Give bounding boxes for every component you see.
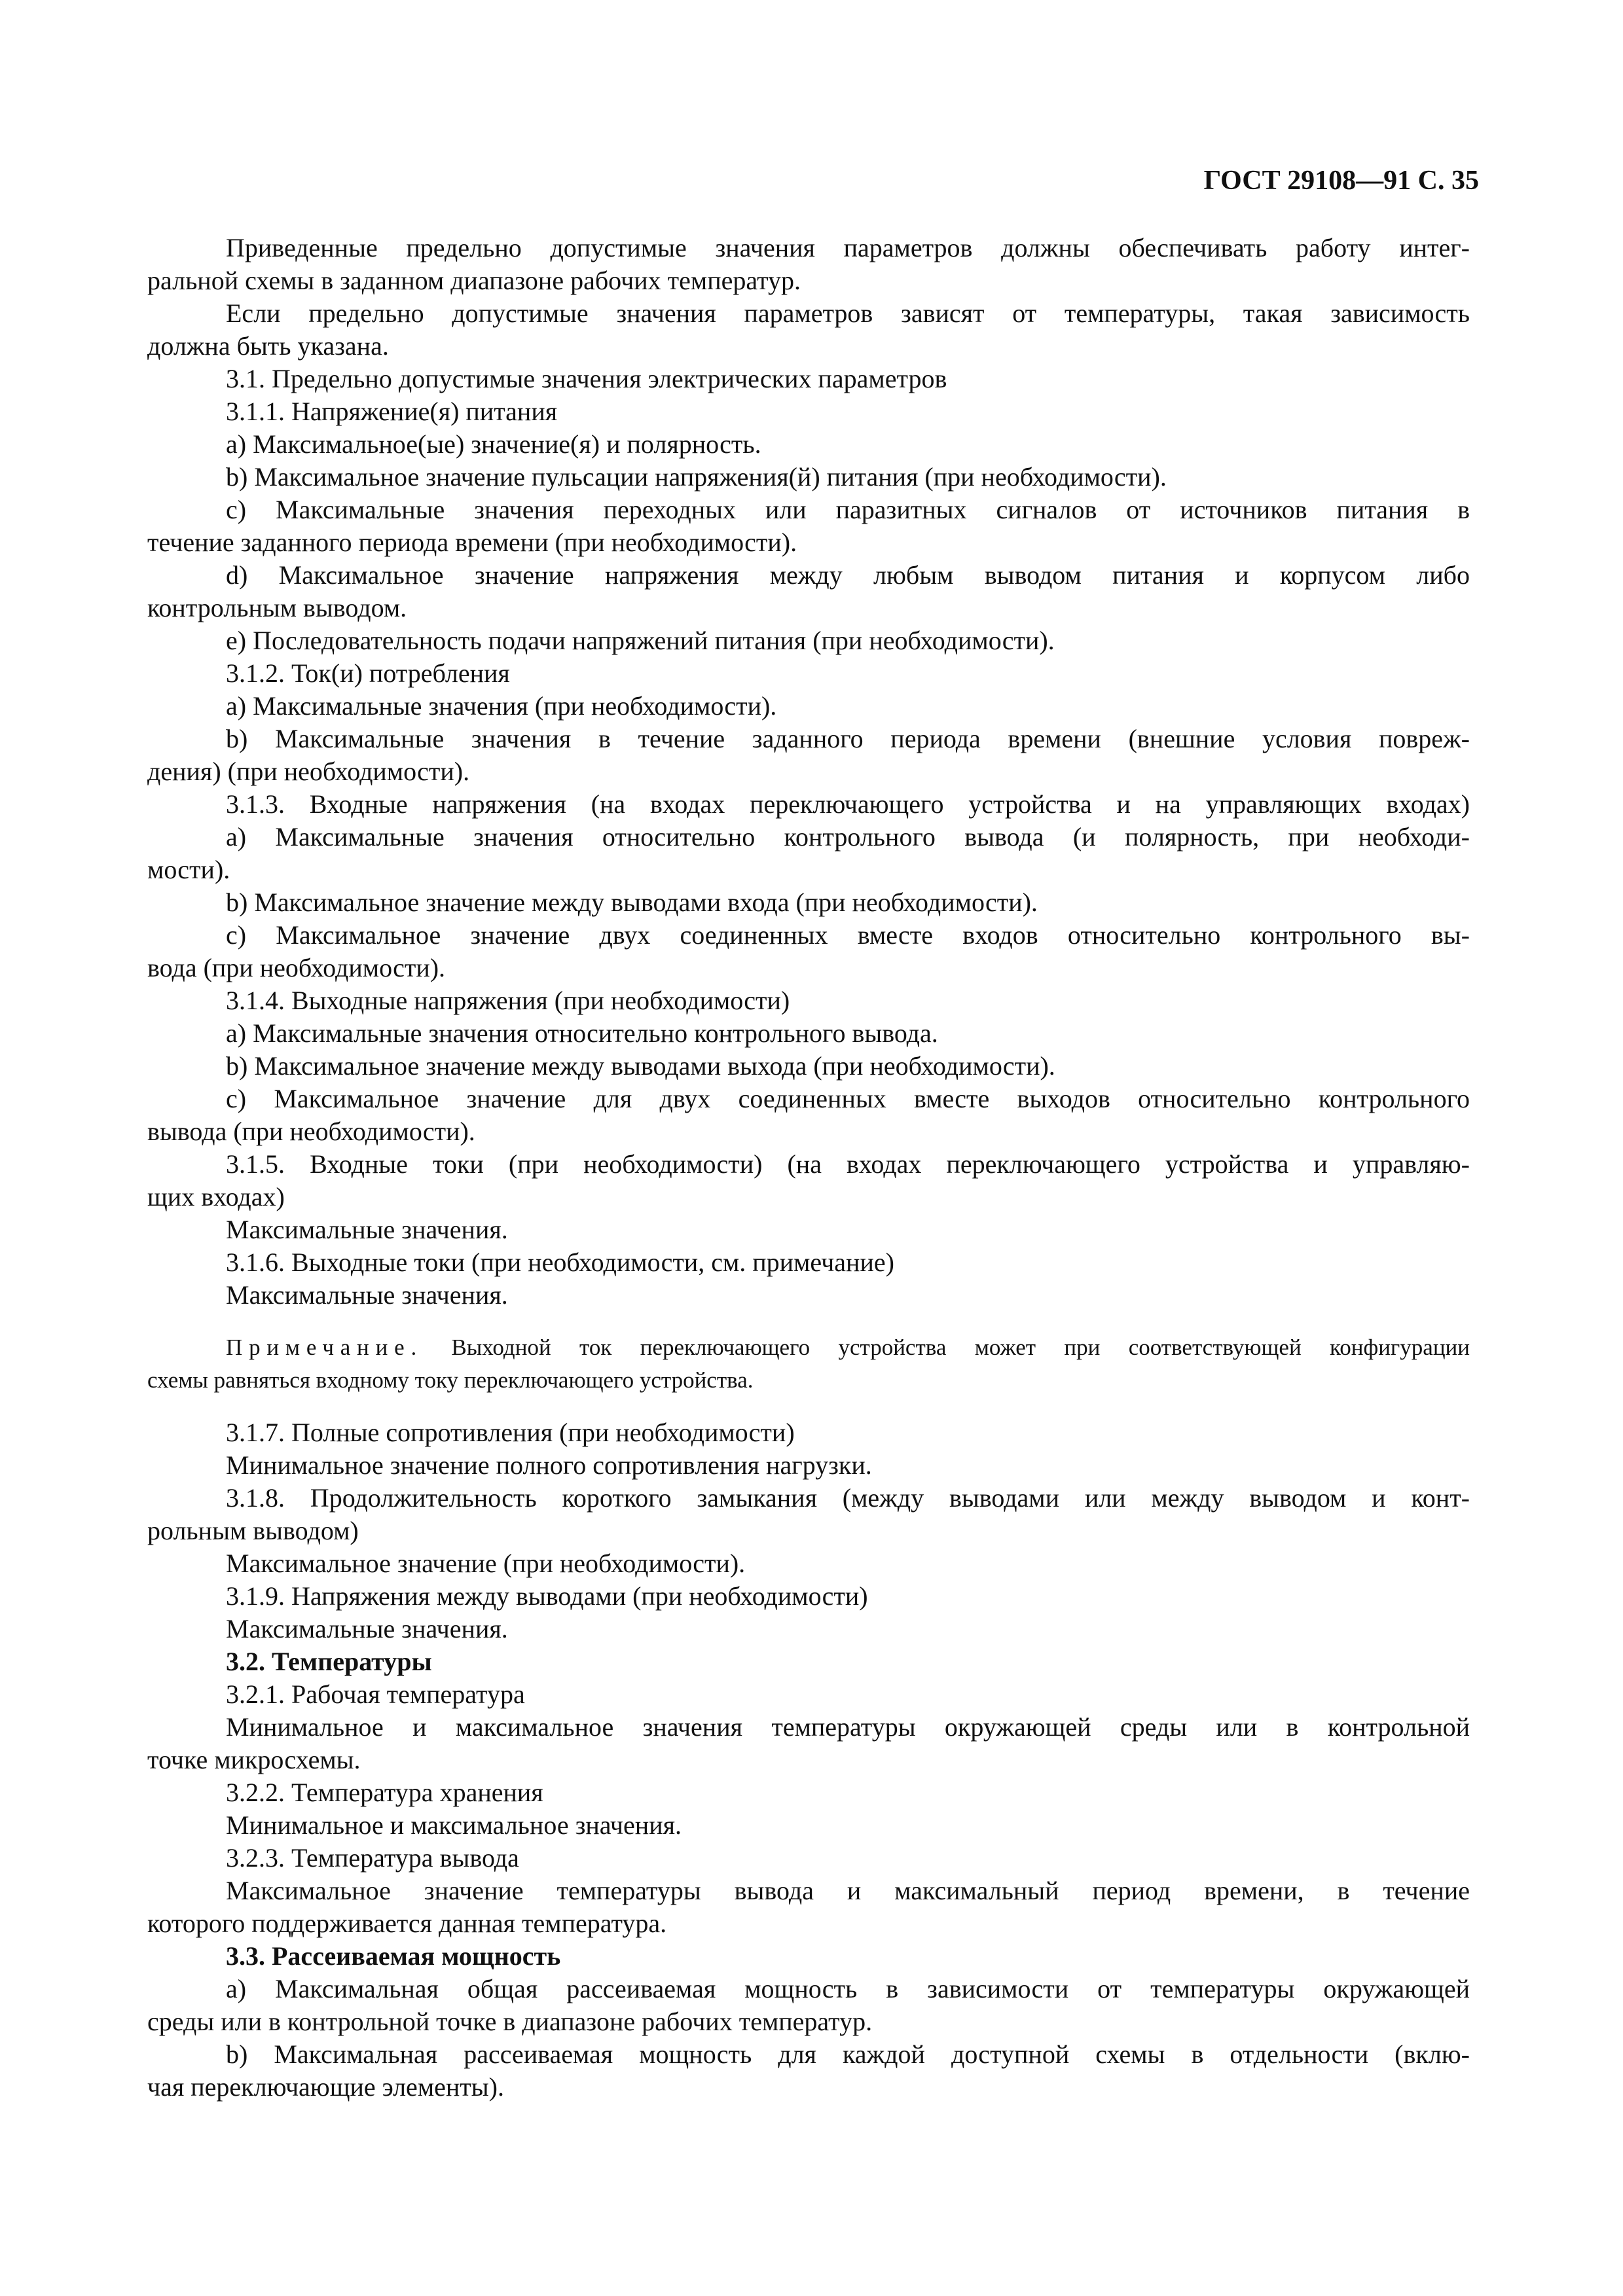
text-line: дения) (при необходимости).: [147, 757, 470, 786]
note-line: [147, 1331, 1470, 1364]
text-line: должна быть указана.: [147, 331, 389, 361]
spacer: [147, 1397, 1470, 1416]
document-body: [147, 232, 1470, 2104]
list-item: b) Максимальная рассеиваемая мощность для каждой доступной схемы в отдельности (вклю-: [226, 2039, 1470, 2069]
list-item: b) Максимальное значение пульсации напряжения(й) питания (при необходимости).: [226, 462, 1167, 492]
text-line: Максимальное значение температуры вывода и максимальный период времени, в течение: [226, 1876, 1470, 1905]
list-item: a) Максимальные значения (при необходимости).: [226, 691, 777, 721]
spacer: [147, 1312, 1470, 1331]
text-line: щих входах): [147, 1182, 285, 1211]
list-item: a) Максимальное(ые) значение(я) и полярность.: [226, 429, 761, 459]
text-line: мости).: [147, 855, 230, 884]
text-line: Максимальные значения.: [226, 1614, 508, 1643]
subsection-heading: 3.1.8. Продолжительность короткого замыкания (между выводами или между выводом и конт-: [226, 1483, 1470, 1513]
list-item: b) Максимальное значение между выводами выхода (при необходимости).: [226, 1051, 1055, 1081]
text-line: чая переключающие элементы).: [147, 2072, 504, 2102]
note-line: схемы равняться входному току переключающего устройства.: [147, 1367, 754, 1393]
text-line: Минимальное и максимальное значения.: [226, 1810, 682, 1840]
section-heading: 3.2. Температуры: [226, 1647, 432, 1676]
page-header: ГОСТ 29108—91 С. 35: [1203, 166, 1479, 196]
list-item: c) Максимальное значение для двух соединенных вместе выходов относительно контрольного: [226, 1084, 1470, 1113]
text-line: которого поддерживается данная температура.: [147, 1909, 667, 1938]
text-line: течение заданного периода времени (при необходимости).: [147, 528, 797, 557]
subsection-heading: 3.1.3. Входные напряжения (на входах переключающего устройства и на управляющих входах): [226, 789, 1470, 819]
subsection-heading: 3.1.7. Полные сопротивления (при необходимости): [226, 1418, 795, 1447]
text-line: точке микросхемы.: [147, 1745, 361, 1774]
text-line: вода (при необходимости).: [147, 953, 446, 982]
list-item: b) Максимальное значение между выводами входа (при необходимости).: [226, 888, 1038, 917]
subsection-heading: 3.2.2. Температура хранения: [226, 1778, 543, 1807]
list-item: d) Максимальное значение напряжения между любым выводом питания и корпусом либо: [226, 560, 1470, 590]
note-text: Выходной ток переключающего устройства может при соответствующей конфигурации: [451, 1335, 1470, 1360]
text-line: Максимальные значения.: [226, 1280, 508, 1310]
list-item: a) Максимальные значения относительно контрольного вывода.: [226, 1018, 938, 1048]
list-item: a) Максимальная общая рассеиваемая мощность в зависимости от температуры окружающей: [226, 1974, 1470, 2003]
text-line: рольным выводом): [147, 1516, 359, 1545]
subsection-heading: 3.1.6. Выходные токи (при необходимости, см. примечание): [226, 1247, 894, 1277]
subsection-heading: 3.2.3. Температура вывода: [226, 1843, 519, 1873]
list-item: b) Максимальные значения в течение заданного периода времени (внешние условия повреж-: [226, 724, 1470, 753]
note-label: Примечание.: [226, 1335, 424, 1360]
text-line: среды или в контрольной точке в диапазоне рабочих температур.: [147, 2007, 873, 2036]
section-heading: 3.1. Предельно допустимые значения электрических параметров: [226, 364, 947, 393]
text-line: Максимальное значение (при необходимости).: [226, 1549, 746, 1578]
list-item: e) Последовательность подачи напряжений питания (при необходимости).: [226, 626, 1055, 655]
subsection-heading: 3.1.9. Напряжения между выводами (при необходимости): [226, 1581, 868, 1611]
text-line: Минимальное и максимальное значения температуры окружающей среды или в контрольной: [226, 1712, 1470, 1742]
subsection-heading: 3.1.2. Ток(и) потребления: [226, 658, 510, 688]
text-line: Если предельно допустимые значения параметров зависят от температуры, такая зависимость: [226, 298, 1470, 328]
section-heading: 3.3. Рассеиваемая мощность: [226, 1941, 561, 1971]
text-line: контрольным выводом.: [147, 593, 407, 622]
subsection-heading: 3.1.4. Выходные напряжения (при необходимости): [226, 986, 790, 1015]
subsection-heading: 3.1.1. Напряжение(я) питания: [226, 397, 558, 426]
subsection-heading: 3.2.1. Рабочая температура: [226, 1679, 525, 1709]
text-line: вывода (при необходимости).: [147, 1117, 475, 1146]
text-line: Минимальное значение полного сопротивления нагрузки.: [226, 1450, 872, 1480]
list-item: a) Максимальные значения относительно контрольного вывода (и полярность, при необходи-: [226, 822, 1470, 852]
text-line: ральной схемы в заданном диапазоне рабочих температур.: [147, 266, 801, 295]
text-line: Приведенные предельно допустимые значения параметров должны обеспечивать работу интег-: [226, 233, 1470, 262]
list-item: c) Максимальное значение двух соединенных вместе входов относительно контрольного вы-: [226, 920, 1470, 950]
text-line: Максимальные значения.: [226, 1215, 508, 1244]
list-item: c) Максимальные значения переходных или паразитных сигналов от источников питания в: [226, 495, 1470, 524]
subsection-heading: 3.1.5. Входные токи (при необходимости) (на входах переключающего устройства и управляю-: [226, 1149, 1470, 1179]
